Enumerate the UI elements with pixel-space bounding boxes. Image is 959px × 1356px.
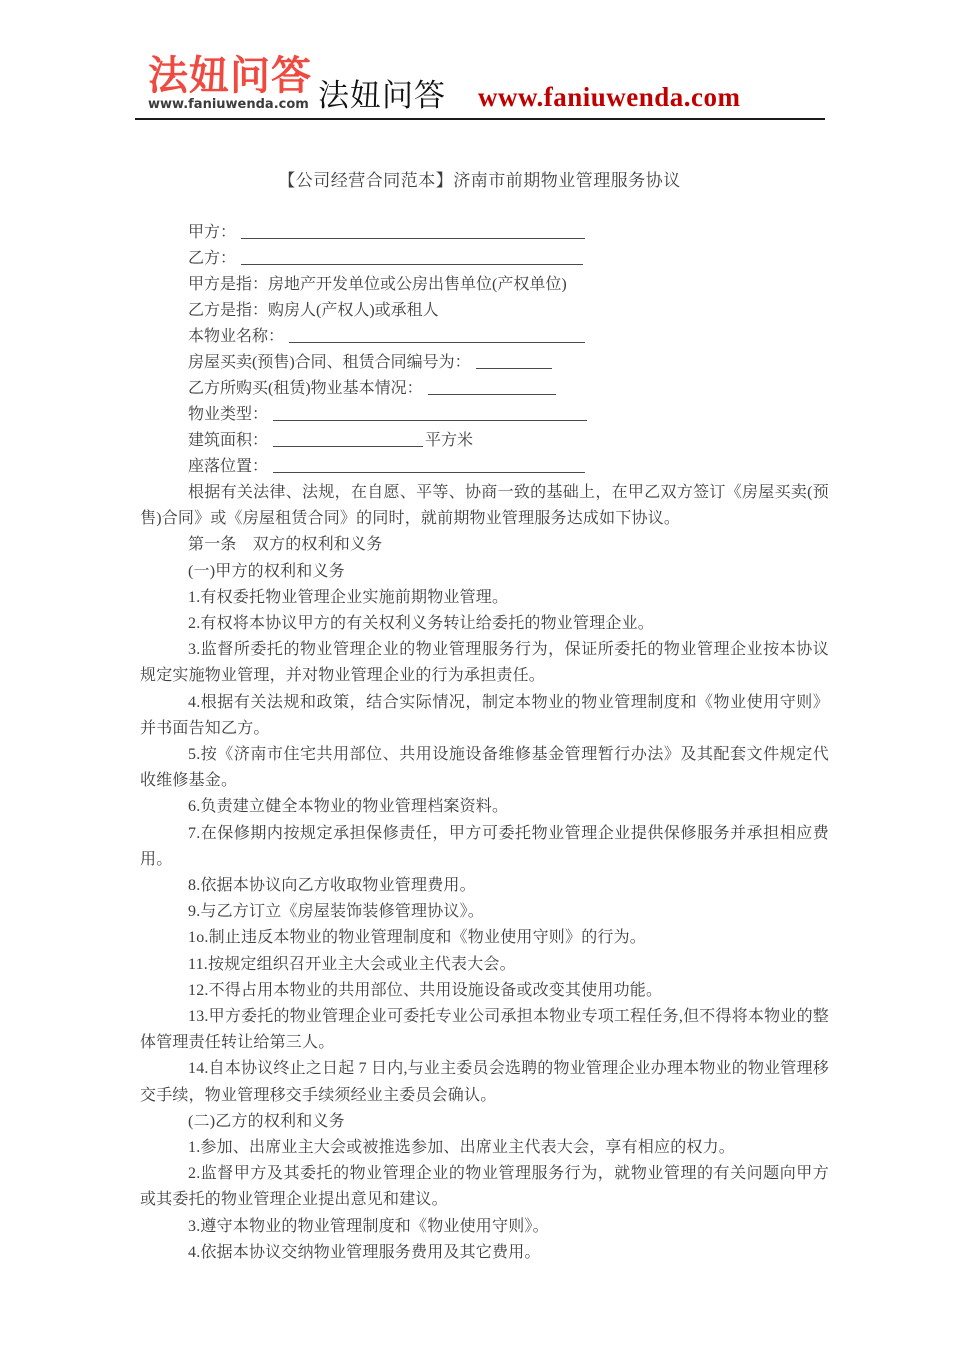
page-header [135, 0, 825, 120]
field-label: 乙方所购买(租赁)物业基本情况： [188, 380, 423, 397]
paragraph: 根据有关法律、法规，在自愿、平等、协商一致的基础上，在甲乙双方签订《房屋买卖(预售)合同》或《房屋租赁合同》的同时，就前期物业管理服务达成如下协议。 [140, 484, 829, 528]
field-label: 座落位置： [188, 458, 269, 475]
field-label: 乙方是指：购房人(产权人)或承租人 [188, 302, 439, 319]
paragraph: 2.监督甲方及其委托的物业管理企业的物业管理服务行为，就物业管理的有关问题向甲方或其委托的物业管理企业提出意见和建议。 [140, 1165, 829, 1209]
form-field [140, 376, 829, 402]
paragraph: (一)甲方的权利和义务 [188, 562, 345, 580]
paragraph: 13.甲方委托的物业管理企业可委托专业公司承担本物业专项工程任务,但不得将本物业的整体管理责任转让给第三人。 [140, 1008, 829, 1052]
paragraph: 3.遵守本物业的物业管理制度和《物业使用守则》。 [188, 1217, 549, 1235]
form-field [140, 350, 829, 376]
form-field [140, 428, 829, 454]
form-field [140, 298, 829, 324]
paragraph: 2.有权将本协议甲方的有关权利义务转让给委托的物业管理企业。 [188, 615, 655, 633]
site-url-text: www.faniuwenda.com [478, 82, 741, 112]
paragraph: 11.按规定组织召开业主大会或业主代表大会。 [188, 955, 516, 973]
field-label: 甲方： [188, 224, 237, 241]
field-blank-line [273, 457, 585, 473]
form-field [140, 324, 829, 350]
paragraph: 1.有权委托物业管理企业实施前期物业管理。 [188, 588, 509, 606]
paragraph: (二)乙方的权利和义务 [188, 1112, 345, 1130]
field-label: 本物业名称： [188, 328, 285, 345]
logo-url-text: www.faniuwenda.com [148, 97, 309, 112]
field-label: 房屋买卖(预售)合同、租赁合同编号为： [188, 354, 471, 371]
field-label: 物业类型： [188, 406, 269, 423]
page-title: 【公司经营合同范本】济南市前期物业管理服务协议 [278, 171, 681, 190]
paragraph: 8.依据本协议向乙方收取物业管理费用。 [188, 877, 476, 895]
paragraph: 第一条 双方的权利和义务 [188, 536, 383, 554]
field-blank-line [241, 249, 583, 265]
paragraph: 1.参加、出席业主大会或被推选参加、出席业主代表大会，享有相应的权力。 [188, 1139, 736, 1157]
paragraph: 6.负责建立健全本物业的物业管理档案资料。 [188, 798, 509, 816]
paragraph: 12.不得占用本物业的共用部位、共用设施设备或改变其使用功能。 [188, 981, 663, 999]
form-field [140, 402, 829, 428]
field-blank-line [476, 353, 552, 369]
paragraph: 4.根据有关法规和政策，结合实际情况，制定本物业的物业管理制度和《物业使用守则》并书面告知乙方。 [140, 693, 829, 737]
field-blank-line [289, 327, 585, 343]
paragraph: 7.在保修期内按规定承担保修责任，甲方可委托物业管理企业提供保修服务并承担相应费用。 [140, 824, 829, 868]
site-name-text: 法妞问答 [318, 78, 446, 113]
paragraph: 5.按《济南市住宅共用部位、共用设施设备维修基金管理暂行办法》及其配套文件规定代收维修基金。 [140, 746, 829, 790]
field-blank-line [273, 405, 587, 421]
paragraph: 9.与乙方订立《房屋装饰装修管理协议》。 [188, 903, 485, 921]
form-field [140, 220, 829, 246]
field-blank-line [428, 379, 556, 395]
logo-brand-text: 法妞问答 [148, 53, 312, 99]
field-suffix: 平方米 [425, 432, 474, 449]
form-field [140, 454, 829, 480]
paragraph: 3.监督所委托的物业管理企业的物业管理服务行为，保证所委托的物业管理企业按本协议规定实施物业管理，并对物业管理企业的行为承担责任。 [140, 641, 829, 685]
field-blank-line [241, 223, 585, 239]
paragraph: 1o.制止违反本物业的物业管理制度和《物业使用守则》的行为。 [188, 929, 647, 947]
paragraph: 4.依据本协议交纳物业管理服务费用及其它费用。 [188, 1243, 541, 1261]
field-blank-line [273, 431, 423, 447]
paragraph: 14.自本协议终止之日起 7 日内,与业主委员会选聘的物业管理企业办理本物业的物业管理移交手续，物业管理移交手续须经业主委员会确认。 [140, 1060, 829, 1104]
document-body [140, 480, 829, 1266]
form-fields [140, 220, 829, 480]
field-label: 乙方： [188, 250, 237, 267]
form-field [140, 246, 829, 272]
site-logo [148, 53, 312, 112]
form-field [140, 272, 829, 298]
field-label: 建筑面积： [188, 432, 269, 449]
field-label: 甲方是指：房地产开发单位或公房出售单位(产权单位) [188, 276, 567, 293]
